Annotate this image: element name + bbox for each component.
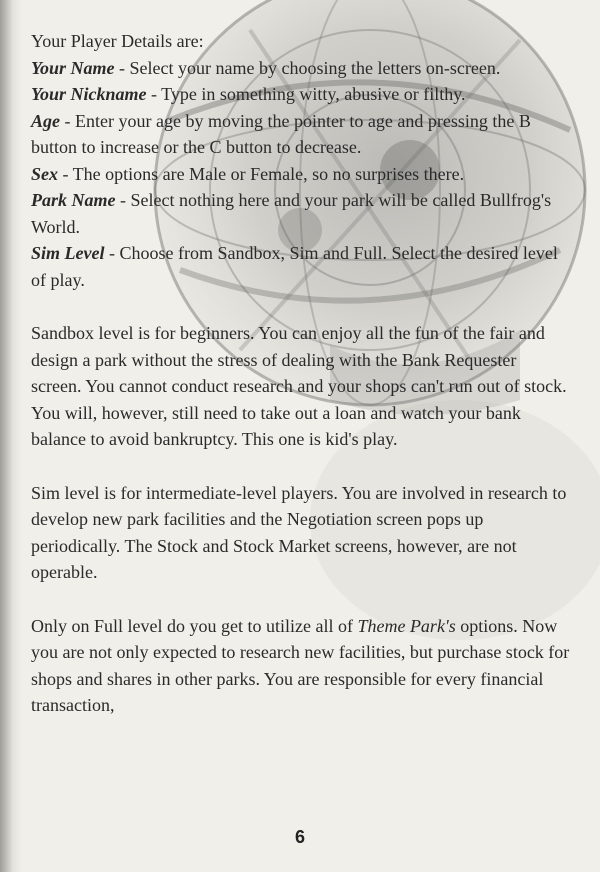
detail-your-name [31,55,571,82]
detail-your-nickname [31,81,571,108]
full-level-paragraph [31,613,571,719]
detail-park-name [31,187,571,240]
detail-age [31,108,571,161]
detail-description: - Select nothing here and your park will be called Bullfrog's World. [31,190,552,237]
detail-term: Age [31,110,60,131]
detail-term: Your Nickname [31,84,147,104]
detail-term: Sex [31,163,58,184]
detail-term: Sim Level [31,243,105,263]
page-spine-shadow [0,0,22,872]
paragraph-spacer [31,453,571,480]
paragraph-spacer [31,293,571,320]
detail-term: Your Name [31,57,115,78]
detail-sim-level [31,240,571,293]
page-number: 6 [294,827,305,847]
detail-sex [31,161,571,188]
detail-term: Park Name [31,190,116,210]
player-details-list [31,55,571,294]
detail-description: - Type in something witty, abusive or filthy. [146,84,466,104]
sandbox-level-paragraph: Sandbox level is for beginners. You can enjoy all the fun of the fair and design a park without the stress of dealing with the Bank Requester screen. You cannot conduct research and your shops can't run out of stock. You will, however, still need to take out a loan and watch your bank balance to avoid bankruptcy. This one is kid's play. [31,323,567,449]
game-title-italic: Theme Park's [357,615,456,636]
sim-level-paragraph: Sim level is for intermediate-level players. You are involved in research to develop new park facilities and the Negotiation screen pops up periodically. The Stock and Stock Market screens, however, are not operable. [31,482,567,582]
detail-description: - The options are Male or Female, so no surprises there. [58,163,465,184]
paragraph-spacer [31,586,571,613]
full-level-text-end: options. Now you are not only expected to research new facilities, but purchase stock for shops and shares in other parks. You are responsible for every financial transaction, [31,615,570,715]
page-body [31,28,571,719]
full-level-text-start: Only on Full level do you get to utilize all of [31,615,358,636]
player-details-intro: Your Player Details are: [31,31,204,51]
detail-description: - Select your name by choosing the letters on-screen. [114,57,501,78]
detail-description: - Choose from Sandbox, Sim and Full. Select the desired level of play. [31,243,558,290]
detail-description: - Enter your age by moving the pointer to age and pressing the B button to increase or the C button to decrease. [31,110,531,157]
